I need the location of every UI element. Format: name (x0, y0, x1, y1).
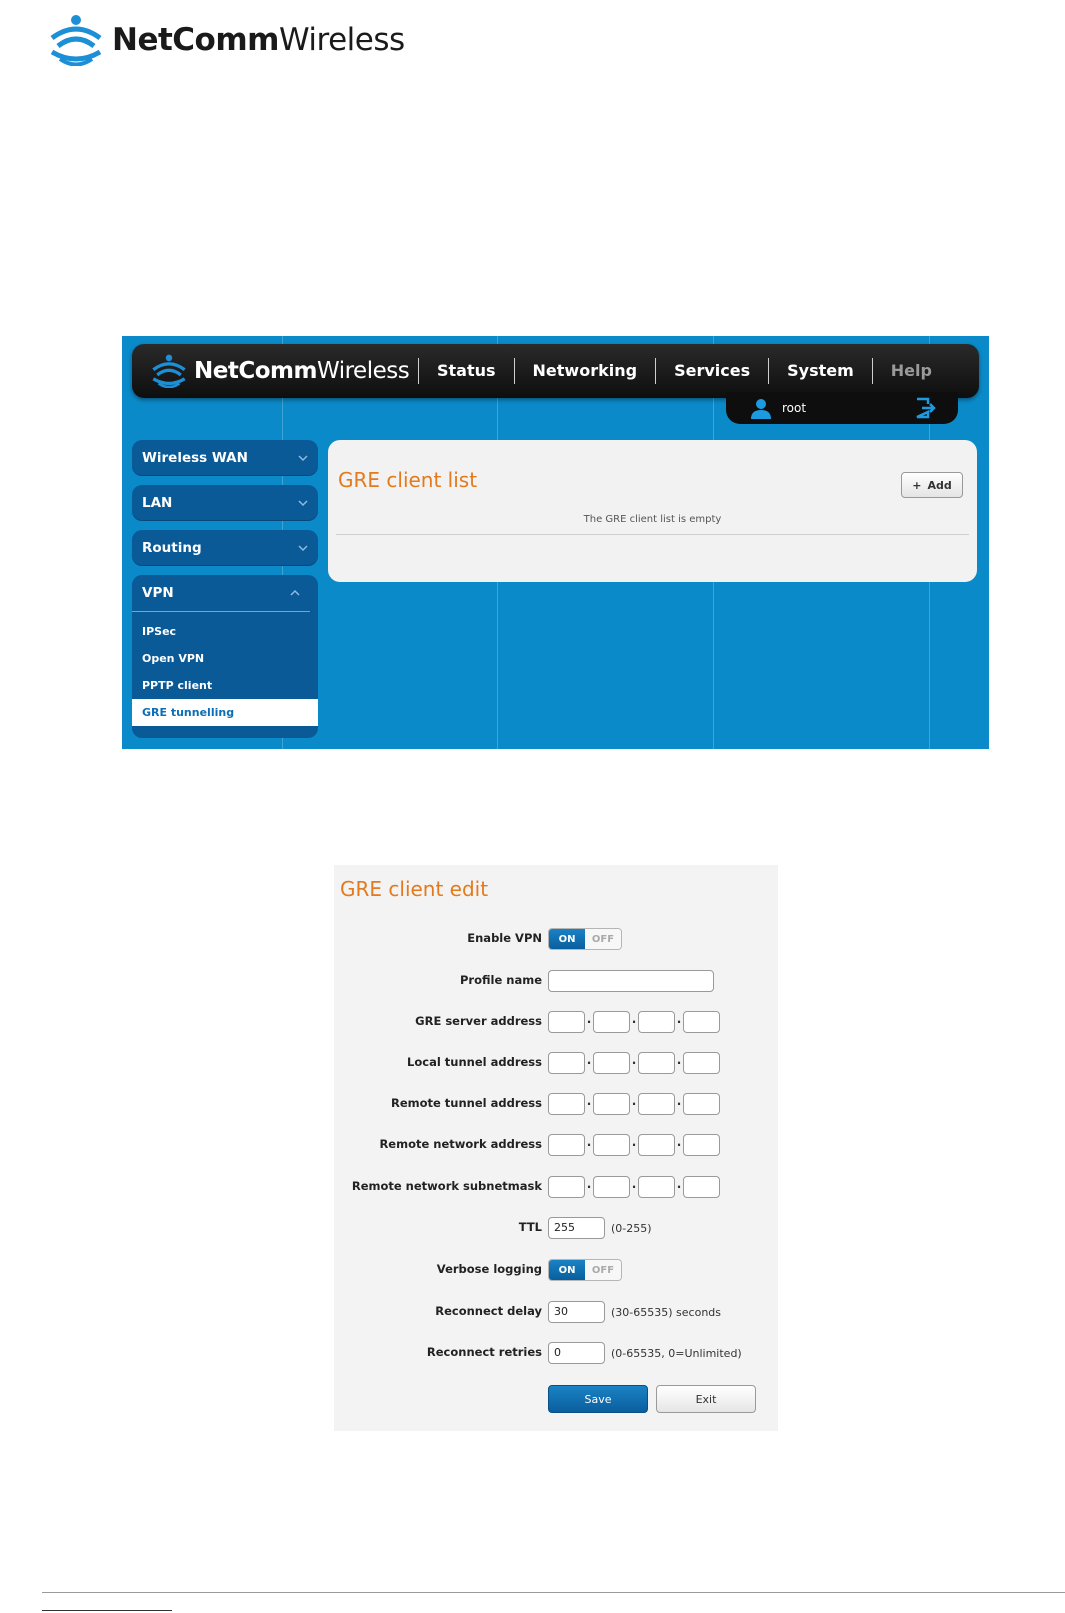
plus-icon: + (912, 478, 922, 492)
verbose-logging-toggle[interactable] (548, 1259, 622, 1281)
toggle-on: ON (549, 1260, 585, 1280)
remote-network-subnetmask-ip (548, 1175, 720, 1199)
remote-tunnel-address-label: Remote tunnel address (390, 1096, 542, 1110)
sidebar-subitem-ipsec[interactable]: IPSec (142, 625, 177, 638)
ip-octet-input[interactable] (683, 1093, 720, 1115)
local-tunnel-address-ip (548, 1051, 720, 1075)
ip-dot: · (631, 1097, 637, 1111)
main-nav (418, 344, 950, 398)
nav-status[interactable]: Status (418, 358, 514, 384)
reconnect-delay-input[interactable]: 30 (548, 1301, 605, 1323)
reconnect-retries-input[interactable]: 0 (548, 1342, 605, 1364)
ip-octet-input[interactable] (548, 1011, 585, 1033)
ttl-hint: (0-255) (611, 1221, 652, 1235)
gre-client-list-panel (328, 440, 977, 582)
logout-icon[interactable] (914, 397, 936, 419)
add-button[interactable] (901, 472, 963, 498)
sidebar-vpn-group (132, 575, 318, 738)
nav-help[interactable]: Help (872, 358, 950, 384)
chevron-down-icon (298, 545, 308, 551)
chevron-down-icon (298, 500, 308, 506)
netcomm-logo (48, 14, 405, 66)
divider (336, 534, 969, 535)
gre-server-address-label: GRE server address (415, 1014, 542, 1028)
remote-network-address-ip (548, 1133, 720, 1157)
user-bar (726, 392, 958, 424)
ip-dot: · (631, 1138, 637, 1152)
remote-tunnel-address-ip (548, 1092, 720, 1116)
ip-octet-input[interactable] (593, 1134, 630, 1156)
ip-dot: · (631, 1056, 637, 1070)
row-remote-tunnel-address (334, 1092, 778, 1116)
sidebar (132, 440, 318, 738)
sidebar-item-label: Routing (142, 540, 202, 556)
sidebar-item-label: LAN (142, 495, 173, 511)
sidebar-item-vpn[interactable] (132, 575, 310, 612)
sidebar-item-routing[interactable] (132, 530, 318, 566)
navbar-wordmark: NetCommWireless (194, 358, 410, 384)
sidebar-item-lan[interactable] (132, 485, 318, 521)
sidebar-subitem-gre-tunnelling[interactable]: GRE tunnelling (132, 699, 318, 726)
ip-dot: · (586, 1138, 592, 1152)
row-local-tunnel-address (334, 1051, 778, 1075)
ip-octet-input[interactable] (593, 1093, 630, 1115)
router-ui-screenshot (122, 336, 989, 749)
ip-dot: · (676, 1180, 682, 1194)
remote-network-subnetmask-label: Remote network subnetmask (351, 1179, 542, 1193)
toggle-off: OFF (585, 1260, 621, 1280)
gre-client-edit-screenshot (334, 865, 778, 1431)
logo-wordmark: NetCommWireless (112, 22, 405, 58)
ttl-label: TTL (518, 1220, 542, 1234)
ip-octet-input[interactable] (638, 1134, 675, 1156)
reconnect-retries-hint: (0-65535, 0=Unlimited) (611, 1346, 742, 1360)
ip-dot: · (586, 1180, 592, 1194)
nav-services[interactable]: Services (655, 358, 768, 384)
chevron-up-icon (290, 590, 300, 596)
ip-octet-input[interactable] (548, 1093, 585, 1115)
ip-dot: · (676, 1138, 682, 1152)
wifi-waves-icon (150, 354, 188, 388)
add-button-label: Add (927, 478, 952, 492)
edit-title: GRE client edit (340, 877, 489, 901)
ip-octet-input[interactable] (593, 1011, 630, 1033)
enable-vpn-toggle[interactable] (548, 928, 622, 950)
verbose-logging-label: Verbose logging (436, 1262, 542, 1276)
ip-octet-input[interactable] (683, 1176, 720, 1198)
row-gre-server-address (334, 1010, 778, 1034)
ip-octet-input[interactable] (638, 1052, 675, 1074)
ip-octet-input[interactable] (683, 1052, 720, 1074)
ip-octet-input[interactable] (683, 1011, 720, 1033)
sidebar-subitem-pptp-client[interactable]: PPTP client (142, 679, 213, 692)
ip-dot: · (676, 1097, 682, 1111)
nav-system[interactable]: System (768, 358, 872, 384)
row-profile-name (334, 969, 778, 993)
profile-name-label: Profile name (460, 973, 542, 987)
row-reconnect-retries (334, 1341, 778, 1365)
toggle-on: ON (549, 929, 585, 949)
sidebar-item-wireless-wan[interactable] (132, 440, 318, 476)
reconnect-delay-hint: (30-65535) seconds (611, 1305, 721, 1319)
row-remote-network-address (334, 1133, 778, 1157)
ip-dot: · (586, 1015, 592, 1029)
empty-list-message: The GRE client list is empty (583, 514, 722, 525)
remote-network-address-label: Remote network address (379, 1137, 542, 1151)
ip-dot: · (631, 1015, 637, 1029)
ip-octet-input[interactable] (593, 1052, 630, 1074)
ttl-input[interactable]: 255 (548, 1217, 605, 1239)
ip-octet-input[interactable] (548, 1176, 585, 1198)
chevron-down-icon (298, 455, 308, 461)
ip-dot: · (586, 1056, 592, 1070)
footer-divider (42, 1592, 1065, 1593)
footnote-divider (42, 1610, 172, 1611)
gre-server-address-ip (548, 1010, 720, 1034)
user-name: root (782, 401, 807, 415)
row-remote-network-subnetmask (334, 1175, 778, 1199)
ip-dot: · (631, 1180, 637, 1194)
exit-button[interactable]: Exit (656, 1385, 756, 1413)
ip-dot: · (676, 1015, 682, 1029)
row-ttl (334, 1216, 778, 1240)
profile-name-input[interactable] (548, 970, 714, 992)
sidebar-subitem-open-vpn[interactable]: Open VPN (142, 652, 205, 665)
row-verbose-logging (334, 1258, 778, 1282)
save-button[interactable]: Save (548, 1385, 648, 1413)
ip-octet-input[interactable] (638, 1011, 675, 1033)
nav-networking[interactable]: Networking (514, 358, 656, 384)
ip-octet-input[interactable] (548, 1052, 585, 1074)
ip-octet-input[interactable] (683, 1134, 720, 1156)
ip-octet-input[interactable] (638, 1176, 675, 1198)
row-reconnect-delay (334, 1300, 778, 1324)
enable-vpn-label: Enable VPN (467, 931, 542, 945)
ip-octet-input[interactable] (638, 1093, 675, 1115)
row-enable-vpn (334, 927, 778, 951)
ip-octet-input[interactable] (593, 1176, 630, 1198)
local-tunnel-address-label: Local tunnel address (407, 1055, 542, 1069)
wifi-waves-icon (48, 14, 104, 66)
ip-dot: · (586, 1097, 592, 1111)
ip-dot: · (676, 1056, 682, 1070)
navbar-logo[interactable] (150, 354, 418, 388)
reconnect-retries-label: Reconnect retries (426, 1345, 542, 1359)
panel-title: GRE client list (338, 468, 478, 492)
sidebar-item-label: VPN (142, 585, 174, 601)
ip-octet-input[interactable] (548, 1134, 585, 1156)
toggle-off: OFF (585, 929, 621, 949)
reconnect-delay-label: Reconnect delay (435, 1304, 542, 1318)
user-icon (750, 397, 772, 419)
top-navigation-bar (132, 344, 979, 398)
sidebar-item-label: Wireless WAN (142, 450, 248, 466)
